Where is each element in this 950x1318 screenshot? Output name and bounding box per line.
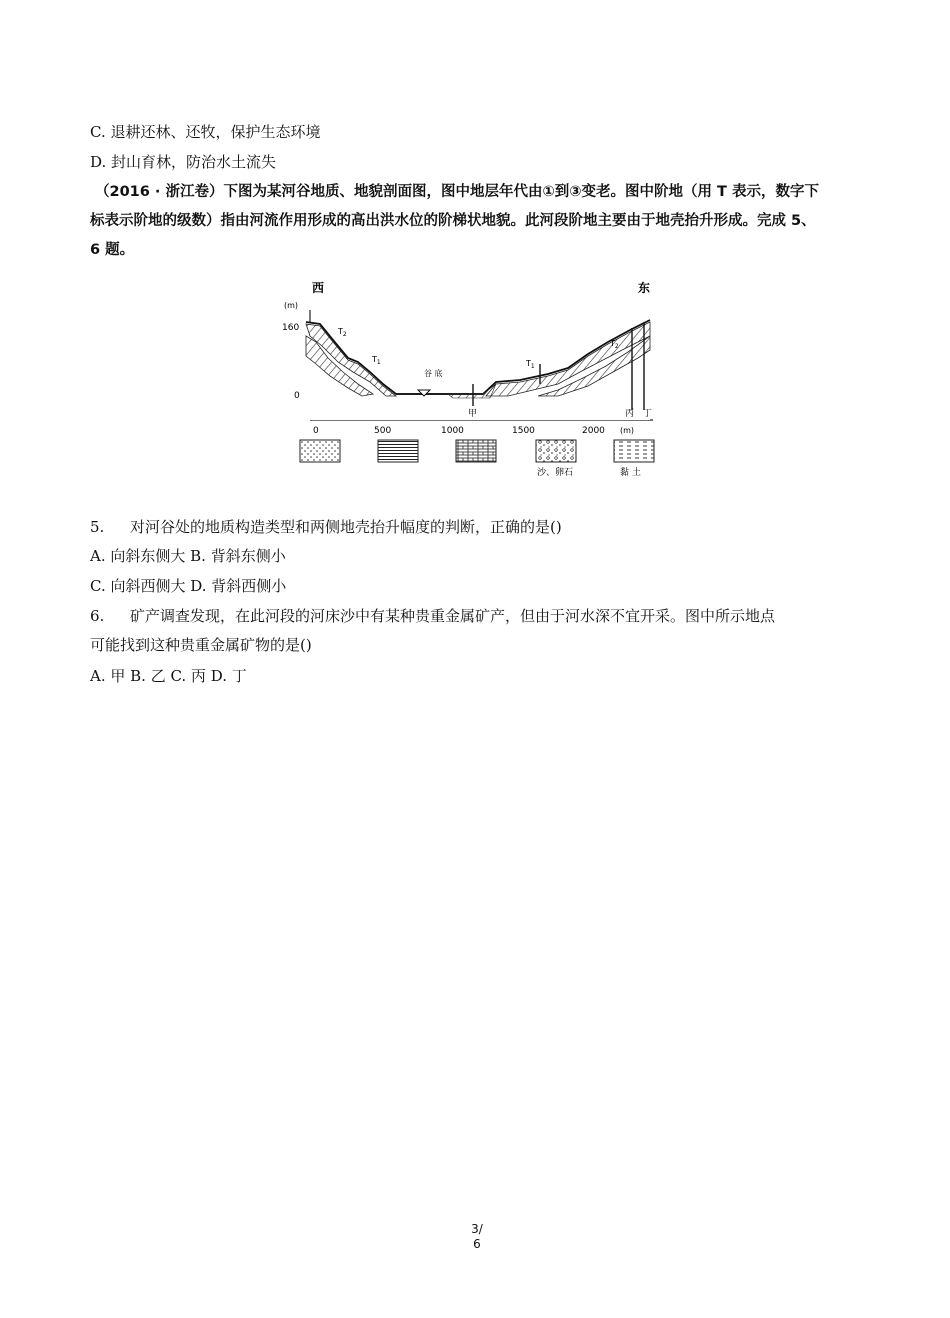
x-axis-unit: (m) bbox=[620, 426, 635, 435]
q6-number: 6. bbox=[90, 607, 105, 625]
page-number bbox=[462, 1222, 492, 1252]
y-axis-unit: (m) bbox=[284, 301, 299, 310]
legend-box-2 bbox=[378, 440, 418, 462]
q6-options: A. 甲 B. 乙 C. 丙 D. 丁 bbox=[90, 667, 247, 685]
label-west: 西 bbox=[312, 281, 325, 295]
terrace-label-t2-west: $T_2$ bbox=[338, 327, 347, 338]
point-ding: 丁 bbox=[643, 409, 653, 419]
label-east: 东 bbox=[638, 281, 651, 295]
point-jia: 甲 bbox=[468, 409, 478, 419]
option-d: D. 封山育林，防治水土流失 bbox=[90, 153, 277, 171]
q5-stem bbox=[90, 517, 562, 537]
river-valley-profile-figure bbox=[258, 272, 698, 504]
intro-line-1: （2016 · 浙江卷）下图为某河谷地质、地貌剖面图，图中地层年代由①到③变老。图中阶地（用 T 表示，数字下 bbox=[95, 184, 819, 200]
x-tick-1500: 1500 bbox=[512, 426, 535, 436]
q6-stem-cont: 可能找到这种贵重金属矿物的是() bbox=[90, 636, 312, 654]
q5-options-ab: A. 向斜东侧大 B. 背斜东侧小 bbox=[90, 547, 286, 565]
intro-line-2: 标表示阶地的级数）指由河流作用形成的高出洪水位的阶梯状地貌。此河段阶地主要由于地壳抬升形成。完成 5、 bbox=[90, 213, 816, 229]
q5-number: 5. bbox=[90, 518, 105, 536]
legend-box-4 bbox=[536, 440, 576, 462]
x-tick-500: 500 bbox=[374, 426, 392, 436]
legend-box-1 bbox=[300, 440, 340, 462]
terrace-label-t2-east: $T_2$ bbox=[610, 339, 619, 350]
page-total: 6 bbox=[473, 1237, 481, 1251]
legend-box-5 bbox=[614, 440, 654, 462]
point-bing: 丙 bbox=[625, 409, 635, 419]
legend-label-5: 黏 土 bbox=[620, 468, 641, 478]
x-tick-2000: 2000 bbox=[582, 426, 605, 436]
q5-options-cd: C. 向斜西侧大 D. 背斜西侧小 bbox=[90, 577, 287, 595]
y-tick-160: 160 bbox=[282, 323, 300, 333]
q6-text: 矿产调查发现，在此河段的河床沙中有某种贵重金属矿产，但由于河水深不宜开采。图中所示地点 bbox=[130, 607, 776, 625]
x-tick-0: 0 bbox=[313, 426, 319, 436]
y-tick-0: 0 bbox=[294, 391, 300, 401]
x-tick-1000: 1000 bbox=[441, 426, 464, 436]
option-c: C. 退耕还林、还牧，保护生态环境 bbox=[90, 123, 321, 141]
terrace-label-t1-west: $T_1$ bbox=[372, 355, 381, 366]
legend-label-4: 沙、卵石 bbox=[537, 468, 574, 478]
q5-text: 对河谷处的地质构造类型和两侧地壳抬升幅度的判断，正确的是() bbox=[130, 518, 562, 536]
terrace-label-t1-east: $T_1$ bbox=[526, 359, 535, 370]
valley-floor-label: 谷 底 bbox=[424, 369, 443, 378]
legend-box-3 bbox=[456, 440, 496, 462]
q6-stem bbox=[90, 606, 775, 626]
intro-line-3: 6 题。 bbox=[90, 242, 135, 258]
page-current: 3/ bbox=[471, 1222, 483, 1236]
